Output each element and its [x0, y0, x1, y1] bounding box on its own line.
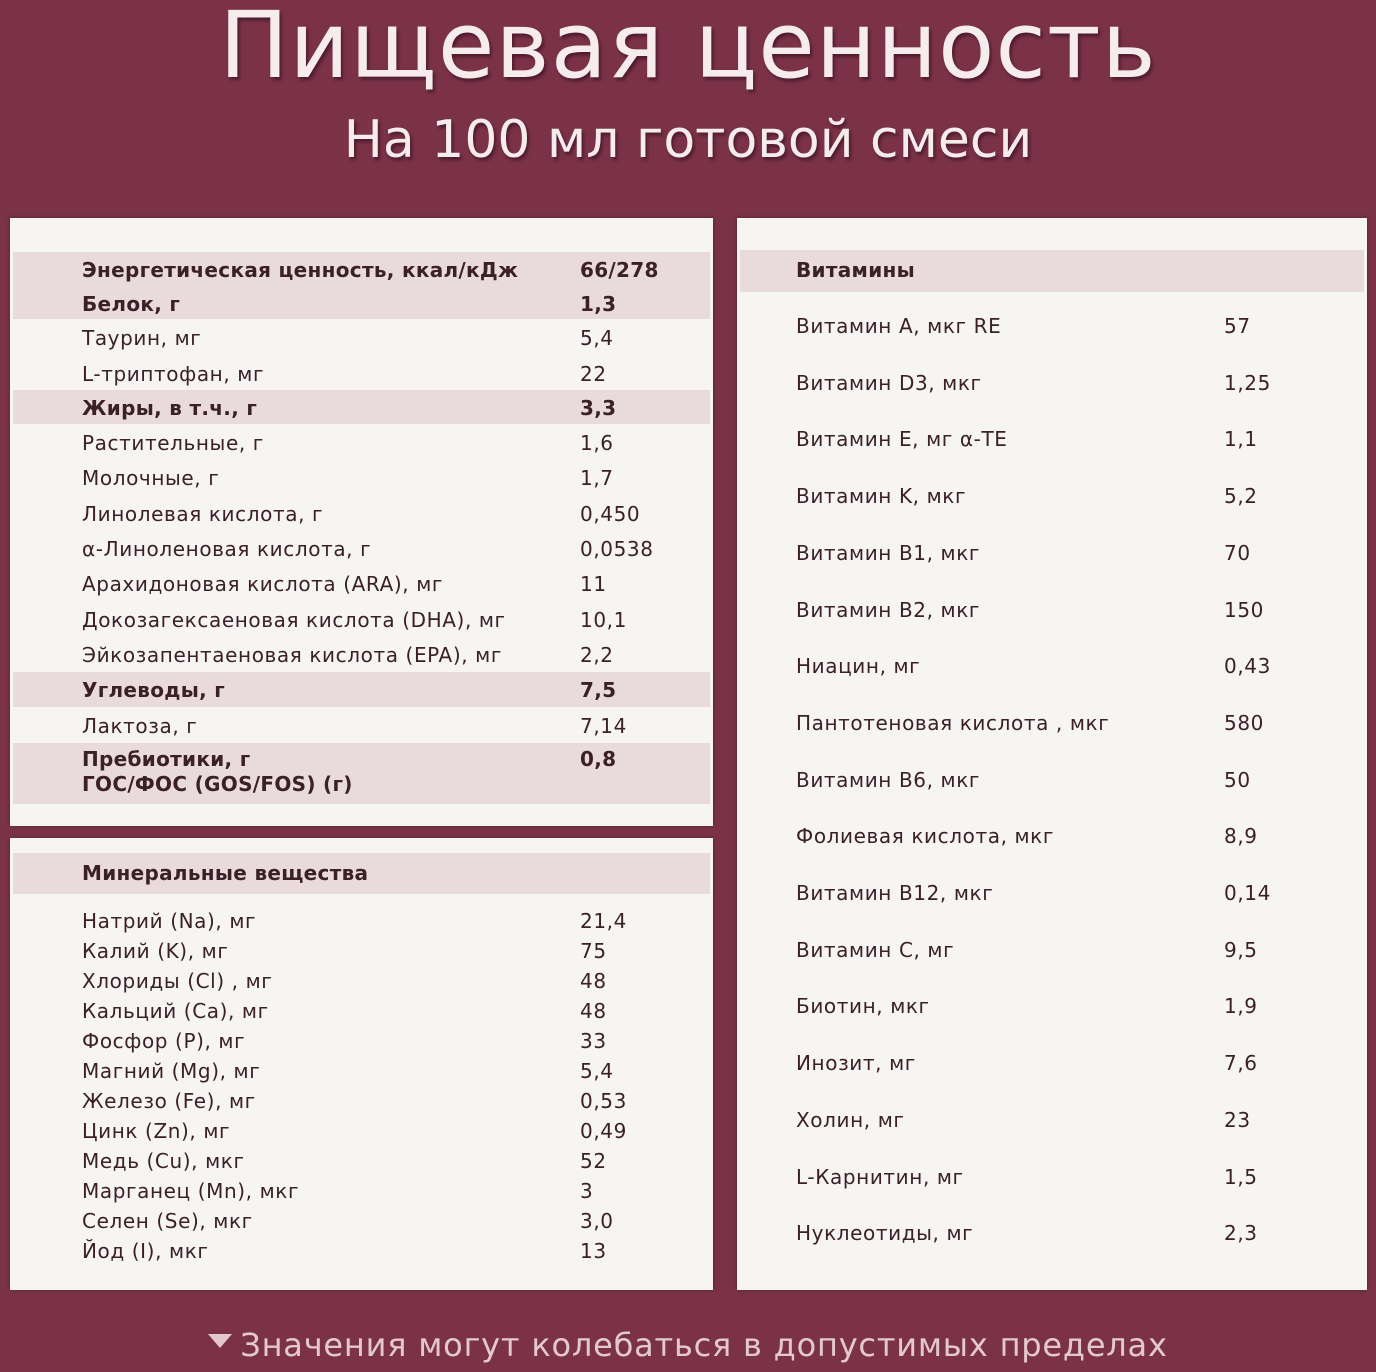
- nutrient-row-label: Таурин, мг: [82, 326, 202, 350]
- vitamins-heading-label: Витамины: [796, 258, 916, 282]
- vitamin-row-value: 1,5: [1224, 1164, 1258, 1189]
- nutrient-row: [13, 672, 710, 707]
- vitamin-row: [740, 425, 1364, 459]
- mineral-row-label: Цинк (Zn), мг: [82, 1119, 231, 1143]
- nutrient-row-value: 0,450: [580, 502, 641, 526]
- mineral-row-value: 5,4: [580, 1059, 614, 1083]
- mineral-row-value: 21,4: [580, 909, 627, 933]
- vitamin-row-label: Холин, мг: [796, 1107, 905, 1132]
- nutrient-row-label: Докозагексаеновая кислота (DHA), мг: [82, 608, 506, 632]
- nutrient-row: [13, 566, 710, 602]
- vitamin-row-label: L-Карнитин, мг: [796, 1164, 964, 1189]
- vitamin-row-value: 7,6: [1224, 1051, 1258, 1076]
- vitamin-row-label: Витамин K, мкг: [796, 484, 967, 509]
- nutrients-panel: [10, 218, 713, 826]
- mineral-row: [13, 998, 710, 1028]
- mineral-row-label: Магний (Mg), мг: [82, 1059, 261, 1083]
- page-subtitle: На 100 мл готовой смеси: [343, 110, 1033, 170]
- nutrient-row-label: Растительные, г: [82, 431, 264, 455]
- vitamin-row: [740, 312, 1364, 346]
- nutrient-row: [13, 286, 710, 319]
- nutrient-row-label: Белок, г: [82, 292, 181, 316]
- mineral-row-label: Фосфор (P), мг: [82, 1029, 246, 1053]
- vitamin-row-label: Витамин B12, мкг: [796, 881, 994, 905]
- mineral-row-label: Селен (Se), мкг: [82, 1209, 253, 1233]
- nutrient-row-label: α-Линоленовая кислота, г: [82, 537, 372, 561]
- mineral-row-label: Медь (Cu), мкг: [82, 1149, 245, 1173]
- vitamins-panel: [737, 218, 1367, 1290]
- nutrient-row-value: 2,2: [580, 643, 614, 667]
- mineral-row: [13, 1088, 710, 1118]
- mineral-row: [13, 1148, 710, 1178]
- vitamin-row: [740, 709, 1364, 743]
- vitamin-row-label: Витамин B2, мкг: [796, 597, 980, 622]
- vitamin-row-value: 0,14: [1224, 881, 1271, 905]
- vitamin-row-value: 1,1: [1224, 427, 1258, 452]
- minerals-heading-label: Минеральные вещества: [82, 861, 369, 885]
- mineral-row: [13, 1058, 710, 1088]
- mineral-row-label: Кальций (Ca), мг: [82, 999, 269, 1023]
- nutrient-row-value: 0,0538: [580, 537, 654, 561]
- minerals-heading: [13, 853, 710, 894]
- mineral-row-label: Хлориды (Cl) , мг: [82, 969, 273, 993]
- mineral-row-value: 33: [580, 1029, 607, 1053]
- vitamins-heading: [740, 250, 1364, 292]
- vitamin-row: [740, 1163, 1364, 1197]
- vitamin-row-label: Нуклеотиды, мг: [796, 1221, 974, 1246]
- vitamin-row: [740, 1049, 1364, 1083]
- nutrient-row-value: 0,8: [580, 747, 617, 771]
- nutrient-row: [13, 637, 710, 672]
- nutrient-row-label: Молочные, г: [82, 466, 220, 490]
- footer-note: [0, 1326, 1376, 1364]
- vitamin-row: [740, 369, 1364, 403]
- vitamin-row-value: 23: [1224, 1107, 1251, 1132]
- mineral-row: [13, 908, 710, 938]
- vitamin-row: [740, 1106, 1364, 1140]
- nutrient-row: [13, 708, 710, 743]
- nutrient-row: [13, 602, 710, 637]
- mineral-row: [13, 1178, 710, 1208]
- nutrient-row: [13, 460, 710, 495]
- vitamin-row-value: 8,9: [1224, 824, 1258, 849]
- nutrient-row: [13, 356, 710, 390]
- vitamin-row-value: 580: [1224, 710, 1264, 735]
- nutrient-row: [13, 390, 710, 424]
- nutrient-row-value: 1,3: [580, 292, 617, 316]
- mineral-row-value: 0,49: [580, 1119, 627, 1143]
- vitamin-row-value: 150: [1224, 597, 1264, 622]
- mineral-row-label: Железо (Fe), мг: [82, 1089, 256, 1113]
- triangle-down-icon: [208, 1334, 232, 1348]
- nutrient-row-value: 66/278: [580, 258, 659, 282]
- nutrient-row: [13, 743, 710, 804]
- nutrient-row-value: 1,7: [580, 466, 614, 490]
- vitamin-row: [740, 596, 1364, 630]
- vitamin-row-value: 57: [1224, 314, 1251, 338]
- vitamin-row-label: Витамин D3, мкг: [796, 370, 982, 395]
- nutrient-row-value: 11: [580, 572, 607, 596]
- vitamin-row: [740, 822, 1364, 856]
- mineral-row-value: 48: [580, 999, 607, 1023]
- nutrient-row-label: Углеводы, г: [82, 678, 226, 702]
- mineral-row: [13, 938, 710, 968]
- vitamin-row-label: Витамин B1, мкг: [796, 540, 980, 565]
- minerals-panel: [10, 838, 713, 1290]
- nutrient-row-label: Энергетическая ценность, ккал/кДж: [82, 258, 519, 282]
- vitamin-row: [740, 652, 1364, 686]
- nutrient-row-label: Линолевая кислота, г: [82, 502, 324, 526]
- vitamin-row-label: Пантотеновая кислота , мкг: [796, 710, 1110, 735]
- vitamin-row: [740, 936, 1364, 970]
- nutrient-row-value: 22: [580, 362, 607, 386]
- nutrient-row-value: 5,4: [580, 326, 614, 350]
- mineral-row-value: 52: [580, 1149, 607, 1173]
- nutrient-row-value: 7,14: [580, 714, 627, 738]
- mineral-row-value: 3,0: [580, 1209, 614, 1233]
- mineral-row: [13, 1028, 710, 1058]
- vitamin-row-value: 1,25: [1224, 370, 1271, 395]
- vitamin-row: [740, 992, 1364, 1026]
- nutrient-row: [13, 531, 710, 566]
- mineral-row: [13, 1238, 710, 1268]
- vitamin-row-value: 2,3: [1224, 1221, 1258, 1246]
- mineral-row-label: Натрий (Na), мг: [82, 909, 257, 933]
- nutrient-row-value: 1,6: [580, 431, 614, 455]
- mineral-row-label: Калий (K), мг: [82, 939, 229, 963]
- mineral-row: [13, 1118, 710, 1148]
- vitamin-row: [740, 1219, 1364, 1253]
- footer-note-text: Значения могут колебаться в допустимых пределах: [240, 1326, 1168, 1364]
- mineral-row-label: Йод (I), мкг: [82, 1239, 209, 1263]
- vitamin-row-value: 70: [1224, 540, 1251, 565]
- mineral-row-value: 13: [580, 1239, 607, 1263]
- nutrient-row-label-line2: ГОС/ФОС (GOS/FOS) (г): [82, 772, 353, 796]
- nutrient-row-label: Лактоза, г: [82, 714, 198, 738]
- nutrient-row: [13, 496, 710, 531]
- vitamin-row-label: Витамин E, мг α-TE: [796, 427, 1008, 452]
- nutrient-row-label: Эйкозапентаеновая кислота (EPA), мг: [82, 643, 502, 667]
- mineral-row: [13, 968, 710, 998]
- nutrient-row-label: Жиры, в т.ч., г: [82, 396, 258, 420]
- vitamin-row: [740, 879, 1364, 913]
- mineral-row-label: Марганец (Mn), мкг: [82, 1179, 300, 1203]
- vitamin-row-value: 50: [1224, 767, 1251, 792]
- nutrient-row-value: 7,5: [580, 678, 617, 702]
- vitamin-row: [740, 539, 1364, 573]
- vitamin-row-value: 9,5: [1224, 937, 1258, 962]
- mineral-row: [13, 1208, 710, 1238]
- vitamin-row-label: Витамин A, мкг RE: [796, 314, 1002, 338]
- nutrient-row: [13, 320, 710, 355]
- vitamin-row-value: 0,43: [1224, 654, 1271, 679]
- nutrient-row-value: 10,1: [580, 608, 627, 632]
- mineral-row-value: 0,53: [580, 1089, 627, 1113]
- nutrient-row-value: 3,3: [580, 396, 617, 420]
- nutrient-row: [13, 425, 710, 460]
- vitamin-row: [740, 766, 1364, 800]
- vitamin-row-label: Инозит, мг: [796, 1051, 916, 1076]
- nutrient-row: [13, 252, 710, 286]
- vitamin-row-value: 5,2: [1224, 484, 1258, 509]
- page-title: Пищевая ценность: [219, 0, 1157, 99]
- nutrient-row-label: L-триптофан, мг: [82, 362, 265, 386]
- mineral-row-value: 75: [580, 939, 607, 963]
- vitamin-row-label: Ниацин, мг: [796, 654, 921, 679]
- vitamin-row-value: 1,9: [1224, 994, 1258, 1019]
- mineral-row-value: 3: [580, 1179, 594, 1203]
- mineral-row-value: 48: [580, 969, 607, 993]
- vitamin-row-label: Фолиевая кислота, мкг: [796, 824, 1054, 849]
- nutrient-row-label: Пребиотики, г: [82, 747, 251, 771]
- vitamin-row-label: Биотин, мкг: [796, 994, 930, 1019]
- vitamin-row-label: Витамин C, мг: [796, 937, 955, 962]
- vitamin-row: [740, 482, 1364, 516]
- nutrient-row-label: Арахидоновая кислота (ARA), мг: [82, 572, 443, 596]
- vitamin-row-label: Витамин B6, мкг: [796, 767, 980, 792]
